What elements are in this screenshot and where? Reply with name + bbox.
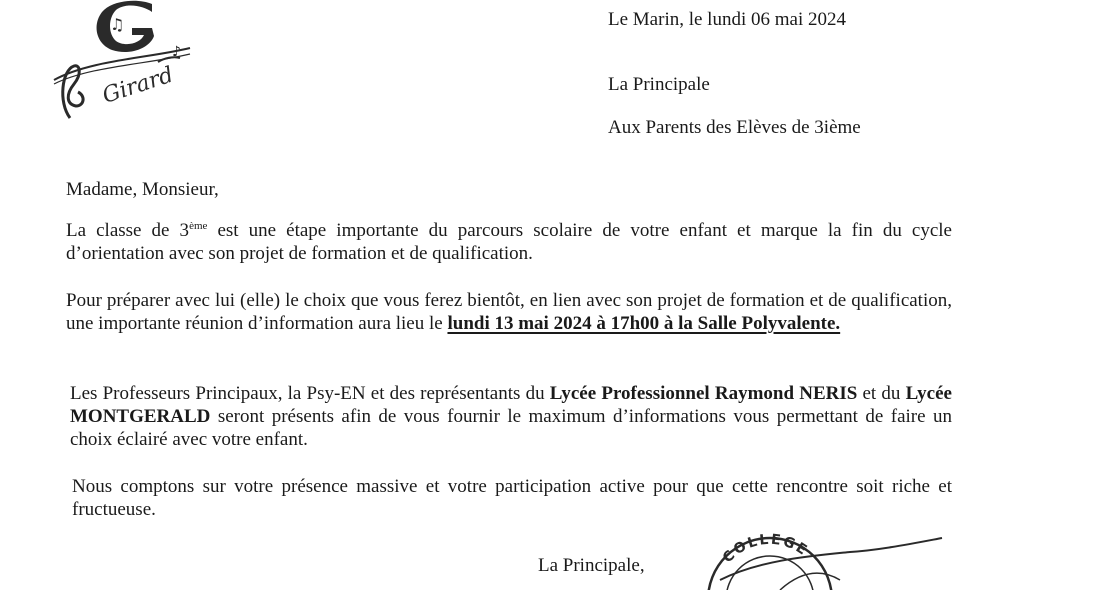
svg-text:♫: ♫ [110,15,125,34]
sender: La Principale [608,74,710,95]
recipient: Aux Parents des Elèves de 3ième [608,117,861,138]
paragraph-4: Nous comptons sur votre présence massive et votre participation active pour que cette rencontre soit riche et fructueuse. [72,476,952,520]
school-logo [40,0,200,125]
paragraph-1: La classe de 3ème est une étape importante du parcours scolaire de votre enfant et marque la fin du cycle d’orientation avec son projet de formation et de qualification. [66,220,952,264]
logo-script: Girard [99,62,177,109]
salutation: Madame, Monsieur, [66,179,219,200]
date-line: Le Marin, le lundi 06 mai 2024 [608,9,846,30]
school-stamp [690,520,950,590]
meeting-date: lundi 13 mai 2024 à 17h00 à la Salle Polyvalente. [447,313,841,334]
paragraph-3: Les Professeurs Principaux, la Psy-EN et des représentants du Lycée Professionnel Raymond NERIS et du Lycée MONTGERALD seront présents afin de vous fournir le maximum d’informations vous permettant de faire un choix éclairé avec votre enfant. [70,383,952,450]
paragraph-2: Pour préparer avec lui (elle) le choix que vous ferez bientôt, en lien avec son projet de formation et de qualification, une importante réunion d’information aura lieu le lundi 13 mai 2024 à 17h00 à la Salle Polyvalente. [66,290,952,334]
signature: La Principale, [538,555,645,576]
stamp-text: COLLEGE [719,531,812,567]
svg-text:♪: ♪ [172,44,181,60]
